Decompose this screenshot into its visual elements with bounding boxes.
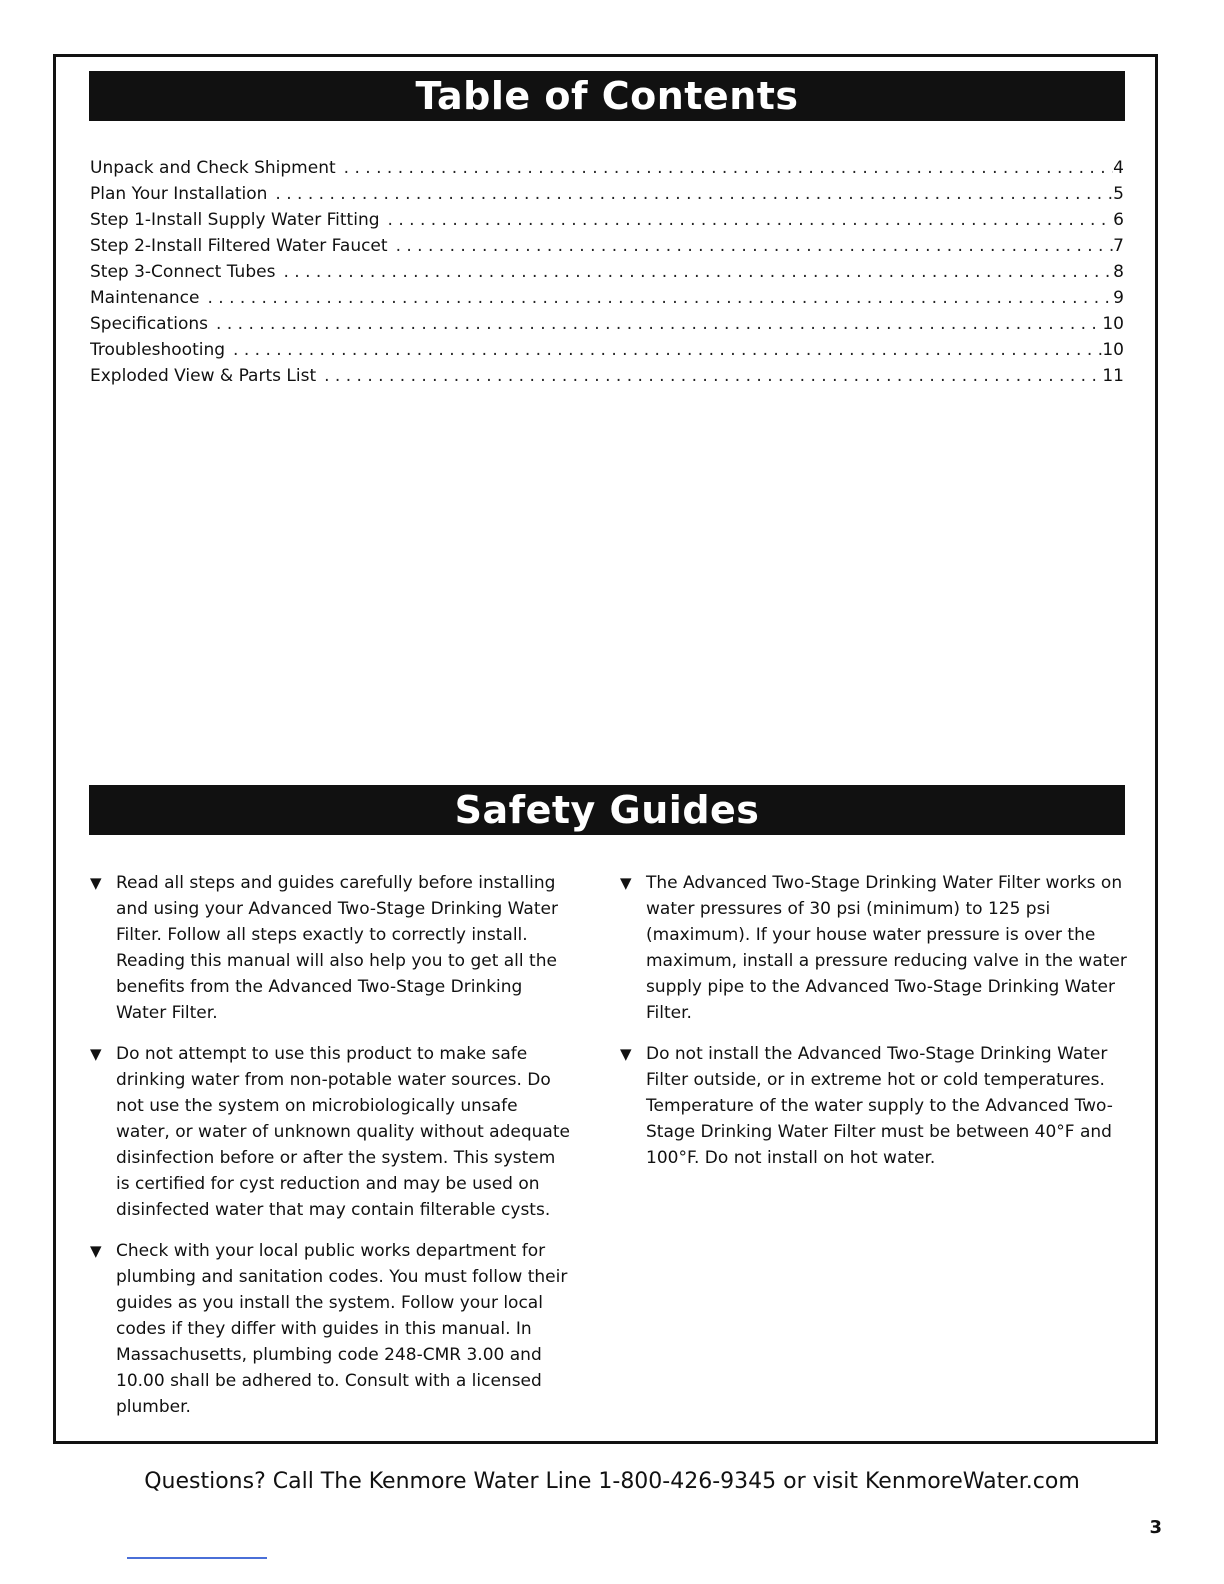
toc-entry-page: 9 — [1113, 288, 1124, 308]
triangle-down-icon: ▼ — [90, 874, 102, 892]
safety-column-left — [90, 870, 570, 1435]
toc-entry-page: 6 — [1113, 210, 1124, 230]
toc-entry-page: 10 — [1102, 314, 1124, 334]
toc-dot-leader — [324, 363, 1102, 389]
toc-entry[interactable] — [90, 207, 1124, 233]
safety-guide-text: Do not install the Advanced Two-Stage Drinking Water Filter outside, or in extreme hot or cold temperatures. Temperature of the water supply to the Advanced Two-Stage Drinking Water Filter must be between 40°F and 100°F. Do not install on hot water. — [646, 1044, 1113, 1168]
toc-dot-leader — [216, 311, 1102, 337]
link-underline-mark — [127, 1557, 267, 1559]
toc-entry[interactable] — [90, 233, 1124, 259]
toc-heading: Table of Contents — [89, 71, 1125, 121]
toc-entry-title: Troubleshooting — [90, 340, 226, 360]
safety-guide-item — [620, 1041, 1130, 1171]
toc-entry-title: Step 1-Install Supply Water Fitting — [90, 210, 380, 230]
toc-entry[interactable] — [90, 181, 1124, 207]
toc-dot-leader — [233, 337, 1102, 363]
toc-dot-leader — [388, 207, 1114, 233]
toc-entry-title: Specifications — [90, 314, 209, 334]
toc-entry[interactable] — [90, 259, 1124, 285]
toc-dot-leader — [344, 155, 1114, 181]
toc-dot-leader — [396, 233, 1114, 259]
safety-guide-item — [90, 1041, 570, 1223]
toc-entry-page: 8 — [1113, 262, 1124, 282]
toc-entry[interactable] — [90, 363, 1124, 389]
toc-dot-leader — [207, 285, 1113, 311]
toc-entry-page: 7 — [1113, 236, 1124, 256]
toc-entry-title: Step 2-Install Filtered Water Faucet — [90, 236, 388, 256]
safety-heading: Safety Guides — [89, 785, 1125, 835]
safety-guide-item — [620, 870, 1130, 1026]
toc-entry-page: 4 — [1113, 158, 1124, 178]
toc-entry-title: Unpack and Check Shipment — [90, 158, 336, 178]
toc-entry-title: Maintenance — [90, 288, 200, 308]
triangle-down-icon: ▼ — [620, 874, 632, 892]
safety-column-right — [620, 870, 1130, 1186]
toc-entry-page: 10 — [1102, 340, 1124, 360]
safety-guide-item — [90, 1238, 570, 1420]
contact-footer: Questions? Call The Kenmore Water Line 1-800-426-9345 or visit KenmoreWater.com — [144, 1469, 1080, 1494]
toc-dot-leader — [275, 181, 1113, 207]
triangle-down-icon: ▼ — [90, 1045, 102, 1063]
safety-guide-text: Do not attempt to use this product to make safe drinking water from non-potable water sources. Do not use the system on microbiologically unsafe water, or water of unknown quality without adequate disinfection before or after the system. This system is certified for cyst reduction and may be used on disinfected water that may contain filterable cysts. — [116, 1044, 570, 1220]
page-number: 3 — [1149, 1517, 1162, 1538]
safety-guide-item — [90, 870, 570, 1026]
triangle-down-icon: ▼ — [90, 1242, 102, 1260]
safety-guide-text: Read all steps and guides carefully before installing and using your Advanced Two-Stage Drinking Water Filter. Follow all steps exactly to correctly install. Reading this manual will also help you to get all the benefits from the Advanced Two-Stage Drinking Water Filter. — [116, 873, 558, 1023]
safety-guide-text: The Advanced Two-Stage Drinking Water Filter works on water pressures of 30 psi (minimum) to 125 psi (maximum). If your house water pressure is over the maximum, install a pressure reducing valve in the water supply pipe to the Advanced Two-Stage Drinking Water Filter. — [646, 873, 1127, 1023]
toc-entry-page: 11 — [1102, 366, 1124, 386]
safety-guide-text: Check with your local public works department for plumbing and sanitation codes. You must follow their guides as you install the system. Follow your local codes if they differ with guides in this manual. In Massachusetts, plumbing code 248-CMR 3.00 and 10.00 shall be adhered to. Consult with a licensed plumber. — [116, 1241, 568, 1417]
toc-entry[interactable] — [90, 285, 1124, 311]
toc-entry-page: 5 — [1113, 184, 1124, 204]
triangle-down-icon: ▼ — [620, 1045, 632, 1063]
toc-entry-title: Exploded View & Parts List — [90, 366, 317, 386]
toc-dot-leader — [283, 259, 1113, 285]
toc-entry-title: Step 3-Connect Tubes — [90, 262, 276, 282]
toc-entry[interactable] — [90, 311, 1124, 337]
toc-entry[interactable] — [90, 337, 1124, 363]
toc-entry[interactable] — [90, 155, 1124, 181]
toc-entry-title: Plan Your Installation — [90, 184, 268, 204]
toc-list — [90, 155, 1124, 389]
